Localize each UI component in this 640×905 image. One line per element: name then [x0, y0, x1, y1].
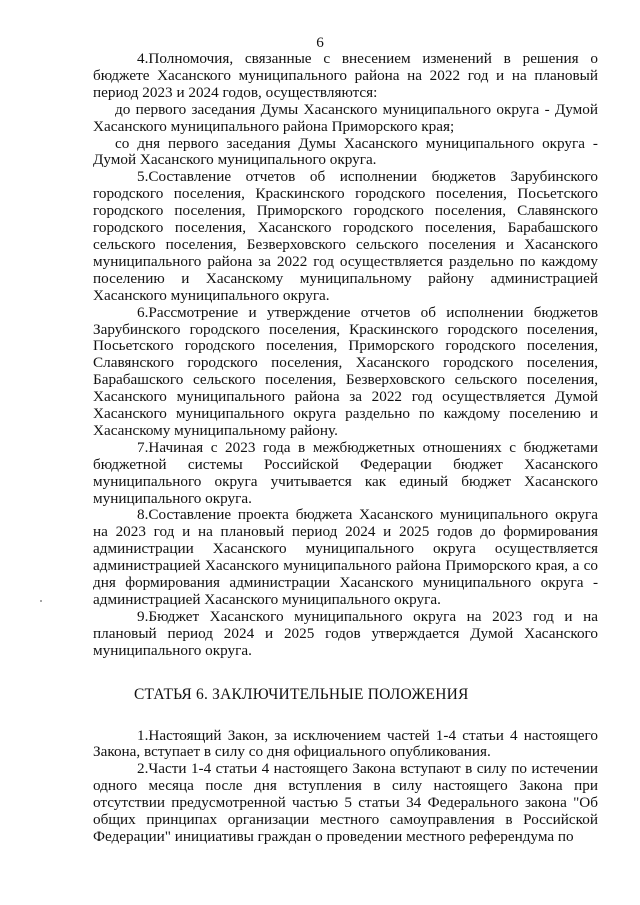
- article-6-paragraph-2: 2.Части 1-4 статьи 4 настоящего Закона вступают в силу по истечении одного месяца после дня вступления в силу настоящего Закона при отсутствии предусмотренной частью 5 статьи 34 Федерального закона "Об общих принципах организации местного самоуправления в Российской Федерации" инициативы граждан о проведении местного референдума по: [93, 760, 598, 845]
- scan-speck: [40, 600, 42, 602]
- paragraph-7: 7.Начиная с 2023 года в межбюджетных отношениях с бюджетами бюджетной системы Российской Федерации бюджет Хасанского муниципального округа учитывается как единый бюджет Хасанского муниципального округа.: [93, 438, 598, 507]
- paragraph-9: 9.Бюджет Хасанского муниципального округа на 2023 год и на плановый период 2024 и 2025 годов утверждается Думой Хасанского муниципального округа.: [93, 607, 598, 659]
- article-6-paragraph-1: 1.Настоящий Закон, за исключением частей 1-4 статьи 4 настоящего Закона, вступает в силу со дня официального опубликования.: [93, 726, 598, 761]
- article-6-heading: СТАТЬЯ 6. ЗАКЛЮЧИТЕЛЬНЫЕ ПОЛОЖЕНИЯ: [134, 685, 469, 703]
- paragraph-8: 8.Составление проекта бюджета Хасанского муниципального округа на 2023 год и на плановый период 2024 и 2025 годов до формирования администрации Хасанского муниципального округа осуществляется администрацией Хасанского муниципального района Приморского края, а со дня формирования администрации Хасанского муниципального округа - администрацией Хасанского муниципального округа.: [93, 506, 598, 608]
- paragraph-4-item-before-first-session: до первого заседания Думы Хасанского муниципального округа - Думой Хасанского муниципального района Приморского края;: [93, 100, 598, 135]
- paragraph-4: 4.Полномочия, связанные с внесением изменений в решения о бюджете Хасанского муниципального района на 2022 год и на плановый период 2023 и 2024 годов, осуществляются:: [93, 50, 598, 101]
- document-body: [93, 51, 598, 846]
- paragraph-6: 6.Рассмотрение и утверждение отчетов об исполнении бюджетов Зарубинского городского поселения, Краскинского городского поселения, Посьетского городского поселения, Приморского городского поселения, Славянского городского поселения, Хасанского городского поселения, Барабашского сельского поселения, Безверховского сельского поселения, Хасанского муниципального района за 2022 год осуществляется Думой Хасанского муниципального округа раздельно по каждому поселению и Хасанскому муниципальному району.: [93, 303, 598, 439]
- paragraph-4-item-from-first-session: со дня первого заседания Думы Хасанского муниципального округа - Думой Хасанского муниципального округа.: [93, 134, 598, 169]
- paragraph-5: 5.Составление отчетов об исполнении бюджетов Зарубинского городского поселения, Краскинского городского поселения, Посьетского городского поселения, Приморского городского поселения, Славянского городского поселения, Хасанского городского поселения, Барабашского сельского поселения, Безверховского сельского поселения и Хасанского муниципального района за 2022 год осуществляется раздельно по каждому поселению и Хасанскому муниципальному району администрацией Хасанского муниципального округа.: [93, 168, 598, 304]
- page-number: 6: [316, 34, 324, 51]
